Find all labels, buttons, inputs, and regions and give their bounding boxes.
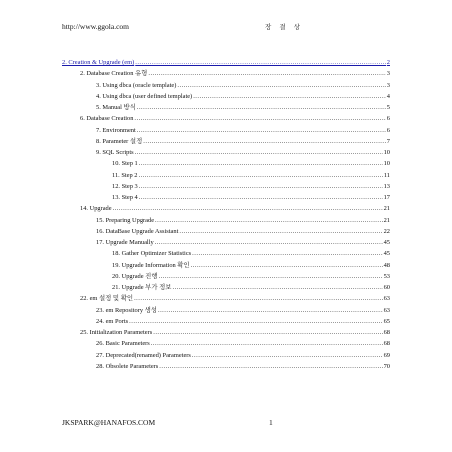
toc-leader-dots bbox=[137, 102, 386, 113]
toc-leader-dots bbox=[191, 260, 383, 271]
toc-entry[interactable] bbox=[62, 215, 390, 226]
toc-entry-page: 68 bbox=[383, 340, 390, 348]
toc-leader-dots bbox=[139, 158, 383, 169]
toc-entry[interactable] bbox=[62, 136, 390, 147]
toc-entry[interactable] bbox=[62, 147, 390, 158]
footer-email: JKSPARK@HANAFOS.COM bbox=[62, 418, 156, 427]
toc-entry[interactable] bbox=[62, 237, 390, 248]
toc-leader-dots bbox=[139, 181, 383, 192]
toc-entry-page: 11 bbox=[383, 171, 390, 179]
toc-entry-page: 45 bbox=[383, 250, 390, 258]
toc-entry-label: 20. Upgrade 진행 bbox=[112, 272, 158, 280]
toc-entry[interactable] bbox=[62, 192, 390, 203]
toc-entry[interactable] bbox=[62, 248, 390, 259]
toc-entry[interactable] bbox=[62, 68, 390, 79]
toc-entry[interactable] bbox=[62, 327, 390, 338]
toc-entry[interactable] bbox=[62, 170, 390, 181]
toc-entry[interactable] bbox=[62, 125, 390, 136]
toc-entry[interactable] bbox=[62, 80, 390, 91]
toc-leader-dots bbox=[159, 361, 382, 372]
toc-entry[interactable] bbox=[62, 361, 390, 372]
toc-entry-page: 6 bbox=[386, 126, 390, 134]
toc-entry[interactable] bbox=[62, 203, 390, 214]
toc-leader-dots bbox=[193, 91, 386, 102]
toc-entry-label: 26. Basic Parameters bbox=[96, 340, 150, 348]
toc-entry-page: 10 bbox=[383, 149, 390, 156]
toc-leader-dots bbox=[179, 226, 382, 237]
toc-entry-label: 24. em Ports bbox=[96, 317, 129, 325]
toc-entry-page: 68 bbox=[383, 329, 390, 336]
toc-entry-label: 10. Step 1 bbox=[112, 160, 138, 168]
toc-entry[interactable] bbox=[62, 271, 390, 282]
toc-leader-dots bbox=[158, 305, 383, 316]
toc-entry-page: 7 bbox=[386, 137, 390, 145]
toc-entry[interactable] bbox=[62, 338, 390, 349]
toc-entry-page: 2 bbox=[386, 59, 390, 66]
page-number: 1 bbox=[269, 418, 273, 427]
toc-entry[interactable] bbox=[62, 316, 390, 327]
toc-leader-dots bbox=[177, 80, 385, 91]
toc-entry[interactable] bbox=[62, 181, 390, 192]
header-title: 장 결 상 bbox=[265, 23, 303, 31]
toc-leader-dots bbox=[148, 68, 385, 79]
toc-entry-label: 3. Using dbca (oracle template) bbox=[96, 81, 177, 89]
toc-leader-dots bbox=[129, 316, 382, 327]
toc-leader-dots bbox=[192, 350, 383, 361]
toc-leader-dots bbox=[151, 338, 383, 349]
toc-entry-label: 6. Database Creation bbox=[80, 115, 134, 123]
toc-entry[interactable] bbox=[62, 102, 390, 113]
toc-entry-label: 18. Gather Optimizer Statistics bbox=[112, 250, 192, 258]
toc-entry-label: 22. em 설정 및 확인 bbox=[80, 295, 134, 303]
toc-entry-page: 48 bbox=[383, 261, 390, 269]
toc-entry-page: 10 bbox=[383, 160, 390, 168]
toc-entry-label: 16. DataBase Upgrade Assistant bbox=[96, 227, 179, 235]
toc-entry-label: 25. Initialization Parameters bbox=[80, 329, 153, 336]
toc-entry-page: 17 bbox=[383, 194, 390, 201]
toc-leader-dots bbox=[143, 136, 386, 147]
toc-entry-label: 9. SQL Scripts bbox=[96, 149, 134, 156]
toc-entry-page: 3 bbox=[386, 70, 390, 78]
toc-entry-page: 63 bbox=[383, 306, 390, 314]
toc-entry-page: 3 bbox=[386, 81, 390, 89]
toc-entry-label: 21. Upgrade 부가 정보 bbox=[112, 284, 172, 291]
toc-entry[interactable] bbox=[62, 305, 390, 316]
toc-entry-page: 63 bbox=[383, 295, 390, 303]
toc-leader-dots bbox=[137, 125, 386, 136]
toc-entry-label: 17. Upgrade Manually bbox=[96, 239, 154, 246]
toc-entry[interactable] bbox=[62, 226, 390, 237]
toc-entry[interactable] bbox=[62, 113, 390, 124]
toc-leader-dots bbox=[139, 170, 383, 181]
toc-leader-dots bbox=[134, 293, 383, 304]
toc-entry-label: 8. Parameter 설정 bbox=[96, 137, 143, 145]
toc-entry-label: 28. Obsolete Parameters bbox=[96, 362, 159, 370]
toc-entry-page: 53 bbox=[383, 272, 390, 280]
toc-entry-label: 2. Creation & Upgrade (em) bbox=[62, 59, 135, 66]
toc-entry-page: 69 bbox=[383, 351, 390, 359]
toc-entry-page: 21 bbox=[383, 216, 390, 224]
toc-entry-label: 19. Upgrade Information 확인 bbox=[112, 261, 190, 269]
toc-entry-label: 7. Environment bbox=[96, 126, 136, 134]
toc-entry-page: 60 bbox=[383, 284, 390, 291]
page-footer bbox=[62, 418, 392, 430]
toc-entry[interactable] bbox=[62, 293, 390, 304]
toc-leader-dots bbox=[159, 271, 383, 282]
toc-entry[interactable] bbox=[62, 350, 390, 361]
toc-entry[interactable] bbox=[62, 282, 390, 293]
toc-leader-dots bbox=[139, 192, 383, 203]
page-header bbox=[62, 22, 392, 36]
toc-entry-page: 22 bbox=[383, 227, 390, 235]
toc-entry-label: 15. Preparing Upgrade bbox=[96, 216, 155, 224]
toc-entry-label: 5. Manual 방식 bbox=[96, 104, 136, 111]
toc-entry-label: 4. Using dbca (user defined template) bbox=[96, 92, 193, 100]
toc-entry-label: 14. Upgrade bbox=[80, 205, 112, 213]
toc-entry[interactable] bbox=[62, 57, 390, 68]
toc-entry[interactable] bbox=[62, 91, 390, 102]
toc-entry-label: 13. Step 4 bbox=[112, 194, 138, 201]
toc-entry-label: 27. Deprecated(renamed) Parameters bbox=[96, 351, 191, 359]
toc-entry-label: 23. em Repository 생성 bbox=[96, 306, 157, 314]
toc-entry-label: 2. Database Creation 유형 bbox=[80, 70, 148, 78]
toc-leader-dots bbox=[135, 57, 386, 68]
toc-entry-page: 4 bbox=[386, 92, 390, 100]
toc-leader-dots bbox=[113, 203, 383, 214]
toc-entry[interactable] bbox=[62, 260, 390, 271]
toc-entry-page: 65 bbox=[383, 317, 390, 325]
site-url: http://www.ggola.com bbox=[62, 22, 130, 31]
toc-entry[interactable] bbox=[62, 158, 390, 169]
toc-entry-page: 45 bbox=[383, 239, 390, 246]
toc-entry-page: 13 bbox=[383, 182, 390, 190]
toc-entry-page: 6 bbox=[386, 115, 390, 123]
toc-entry-page: 5 bbox=[386, 104, 390, 111]
toc-leader-dots bbox=[192, 248, 382, 259]
toc-entry-label: 12. Step 3 bbox=[112, 182, 138, 190]
table-of-contents bbox=[62, 57, 390, 372]
toc-leader-dots bbox=[155, 215, 383, 226]
toc-entry-page: 70 bbox=[383, 362, 390, 370]
toc-leader-dots bbox=[153, 327, 382, 338]
toc-entry-label: 11. Step 2 bbox=[112, 171, 138, 179]
toc-leader-dots bbox=[134, 113, 385, 124]
toc-leader-dots bbox=[135, 147, 383, 158]
toc-leader-dots bbox=[172, 282, 382, 293]
toc-entry-page: 21 bbox=[383, 205, 390, 213]
toc-leader-dots bbox=[155, 237, 383, 248]
